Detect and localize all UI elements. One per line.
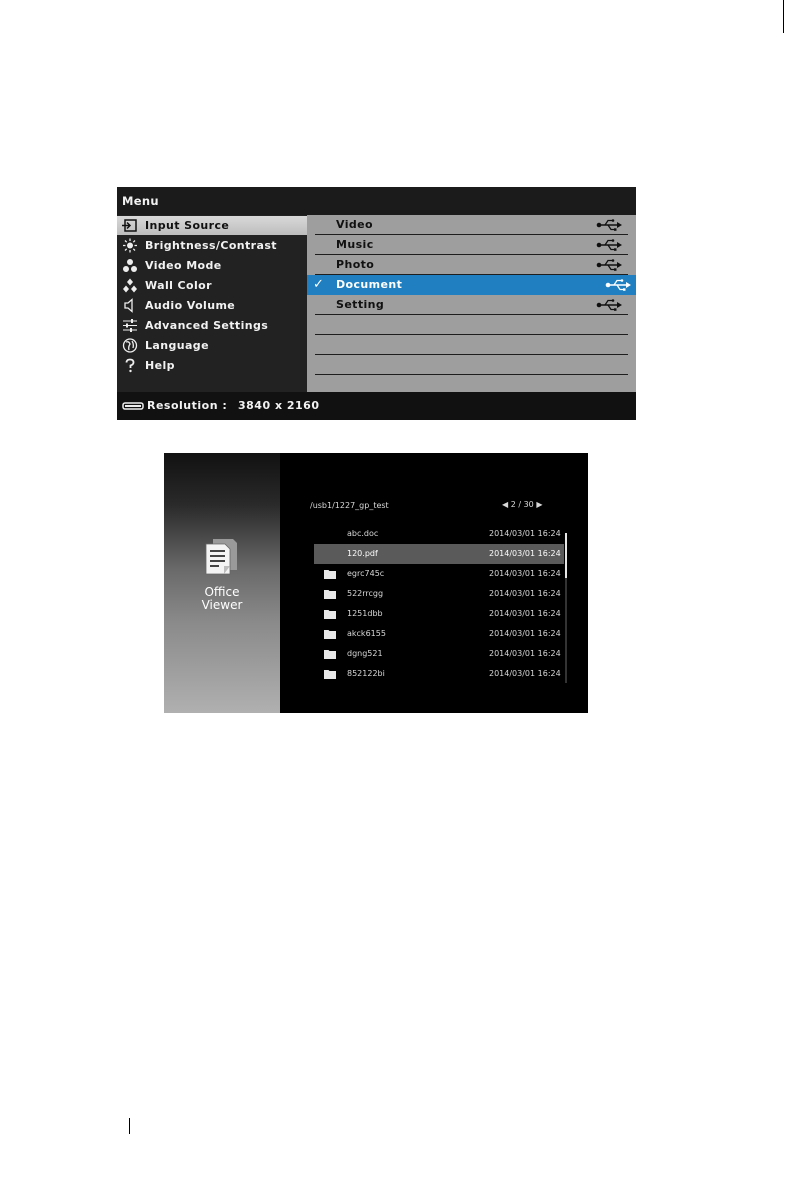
menu-item-label: Wall Color <box>145 279 212 292</box>
resolution-bar <box>117 392 636 420</box>
menu-categories <box>117 215 307 392</box>
file-date: 2014/03/01 16:24 <box>489 549 561 558</box>
folder-path: /usb1/1227_gp_test <box>310 501 389 510</box>
option-video[interactable] <box>315 215 628 235</box>
input-source-icon <box>122 218 138 233</box>
office-viewer <box>164 453 588 713</box>
option-empty <box>315 355 628 375</box>
menu-item-language[interactable] <box>117 336 307 355</box>
menu-item-label: Help <box>145 359 175 372</box>
file-name: 522rrcgg <box>347 589 384 598</box>
file-row[interactable] <box>314 524 564 544</box>
menu-title: Menu <box>117 187 636 215</box>
brightness-icon <box>122 238 138 253</box>
menu-item-label: Advanced Settings <box>145 319 269 332</box>
menu-item-label: Video Mode <box>145 259 222 272</box>
prev-page-icon[interactable]: ◀ <box>502 500 509 509</box>
footer-rule <box>129 1118 130 1134</box>
menu-item-advanced-settings[interactable] <box>117 316 307 335</box>
usb-icon <box>605 279 631 291</box>
next-page-icon[interactable]: ▶ <box>536 500 543 509</box>
viewer-title-line: Office <box>204 585 240 599</box>
file-name: 120.pdf <box>347 549 378 558</box>
margin-rule <box>783 0 784 33</box>
folder-icon <box>324 569 336 579</box>
file-name: 1251dbb <box>347 609 383 618</box>
viewer-sidebar <box>164 453 280 713</box>
folder-row[interactable] <box>314 564 564 584</box>
folder-row[interactable] <box>314 584 564 604</box>
usb-icon <box>596 239 622 251</box>
resolution-value: 3840 x 2160 <box>238 399 320 412</box>
menu-item-wall-color[interactable] <box>117 276 307 295</box>
file-date: 2014/03/01 16:24 <box>489 629 561 638</box>
document-stack-icon <box>204 536 238 576</box>
menu-item-label: Audio Volume <box>145 299 236 312</box>
menu-item-input-source[interactable] <box>117 216 307 235</box>
sliders-icon <box>122 318 138 333</box>
file-date: 2014/03/01 16:24 <box>489 669 561 678</box>
file-name: dgng521 <box>347 649 383 658</box>
file-date: 2014/03/01 16:24 <box>489 609 561 618</box>
option-empty <box>315 315 628 335</box>
file-date: 2014/03/01 16:24 <box>489 589 561 598</box>
folder-row[interactable] <box>314 604 564 624</box>
menu-item-video-mode[interactable] <box>117 256 307 275</box>
file-row[interactable] <box>314 544 564 564</box>
option-label: Photo <box>336 258 375 271</box>
wall-color-icon <box>122 278 138 293</box>
speaker-icon <box>122 298 138 313</box>
option-label: Setting <box>336 298 385 311</box>
menu-item-label: Language <box>145 339 209 352</box>
input-source-options <box>307 215 636 392</box>
scrollbar-thumb[interactable] <box>565 533 567 578</box>
file-date: 2014/03/01 16:24 <box>489 529 561 538</box>
option-empty <box>315 335 628 355</box>
checkmark-icon: ✓ <box>313 277 325 292</box>
globe-icon <box>122 338 138 353</box>
menu-item-label: Input Source <box>145 219 230 232</box>
usb-icon <box>596 299 622 311</box>
file-name: 852122bi <box>347 669 385 678</box>
menu-item-brightness-contrast[interactable] <box>117 236 307 255</box>
video-mode-icon <box>122 258 138 273</box>
file-name: egrc745c <box>347 569 385 578</box>
display-icon <box>122 402 144 410</box>
menu-item-audio-volume[interactable] <box>117 296 307 315</box>
file-name: abc.doc <box>347 529 379 538</box>
folder-icon <box>324 649 336 659</box>
folder-row[interactable] <box>314 664 564 684</box>
option-photo[interactable] <box>315 255 628 275</box>
usb-icon <box>596 259 622 271</box>
page-navigator <box>502 500 542 509</box>
page-indicator: 2 / 30 <box>510 500 534 509</box>
option-label: Document <box>336 278 403 291</box>
folder-icon <box>324 669 336 679</box>
file-date: 2014/03/01 16:24 <box>489 649 561 658</box>
menu-item-label: Brightness/Contrast <box>145 239 277 252</box>
viewer-title <box>164 586 280 612</box>
folder-icon <box>324 629 336 639</box>
file-name: akck6155 <box>347 629 386 638</box>
menu-item-help[interactable] <box>117 356 307 375</box>
option-music[interactable] <box>315 235 628 255</box>
folder-icon <box>324 609 336 619</box>
usb-icon <box>596 219 622 231</box>
option-label: Video <box>336 218 373 231</box>
file-date: 2014/03/01 16:24 <box>489 569 561 578</box>
folder-row[interactable] <box>314 644 564 664</box>
option-label: Music <box>336 238 374 251</box>
option-setting[interactable] <box>315 295 628 315</box>
folder-row[interactable] <box>314 624 564 644</box>
help-icon <box>122 358 138 373</box>
resolution-label: Resolution : <box>147 399 228 412</box>
folder-icon <box>324 589 336 599</box>
option-document[interactable] <box>307 275 636 295</box>
osd-menu <box>117 187 636 420</box>
viewer-title-line: Viewer <box>201 598 243 612</box>
